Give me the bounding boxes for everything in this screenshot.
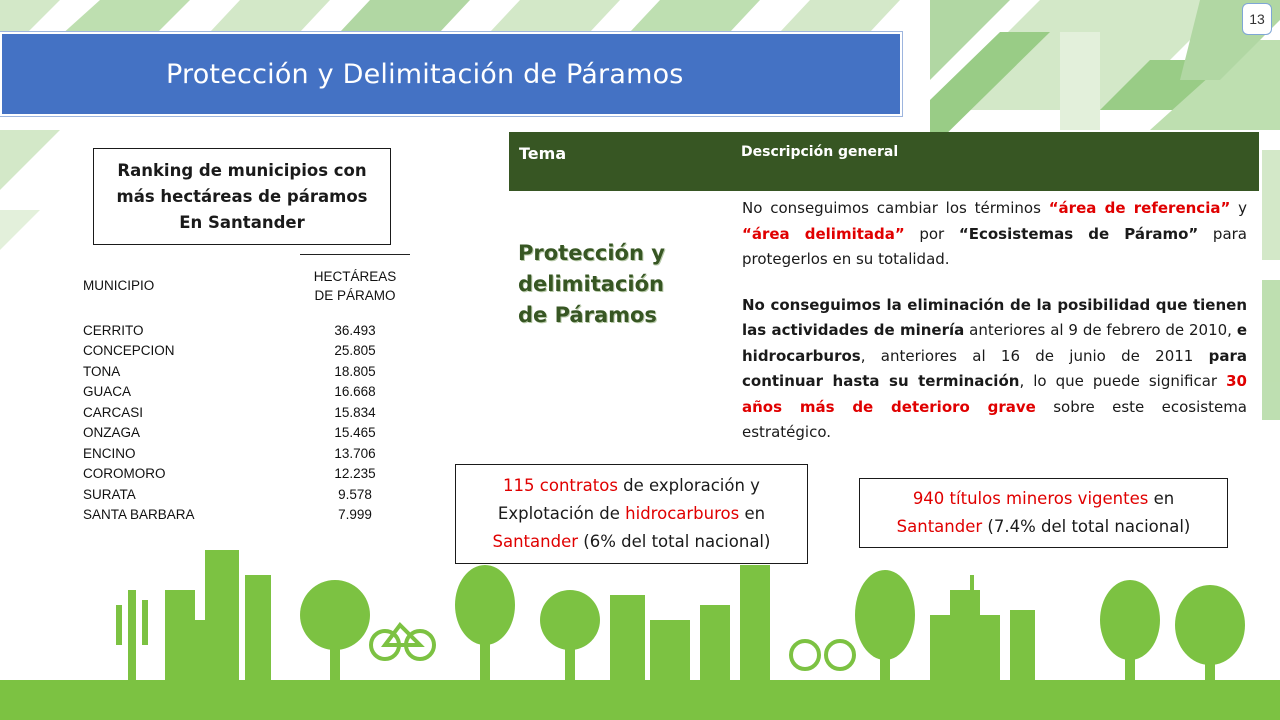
table-row [80, 382, 410, 403]
text-span: en [1148, 489, 1175, 508]
municipality-table-header [80, 254, 410, 316]
hectareas-cell: 25.805 [334, 343, 376, 359]
municipio-cell: CERRITO [83, 322, 144, 338]
hectareas-cell: 7.999 [338, 507, 372, 523]
municipio-cell: CONCEPCION [83, 343, 175, 359]
topic-name [518, 238, 708, 331]
topic-description [742, 196, 1247, 446]
table-row [80, 464, 410, 485]
ranking-title-line: Ranking de municipios con [117, 160, 367, 180]
table-row [80, 341, 410, 362]
highlight-text: 940 títulos mineros vigentes [912, 489, 1149, 508]
ranking-title-box [93, 148, 391, 245]
mining-titles-callout [859, 478, 1228, 548]
title-banner [0, 32, 902, 116]
highlight-text: “área delimitada” [742, 224, 905, 243]
text-span: anteriores al 9 de febrero de 2010, [964, 321, 1237, 339]
hectareas-cell: 15.465 [334, 425, 376, 441]
topic-table-header [509, 132, 1259, 191]
table-row [80, 320, 410, 341]
table-row [80, 505, 410, 526]
hectareas-cell: 15.834 [334, 404, 376, 420]
highlight-text: Santander [492, 532, 579, 551]
text-span: (7.4% del total nacional) [982, 517, 1191, 536]
municipio-cell: SANTA BARBARA [83, 507, 195, 523]
hectareas-cell: 9.578 [338, 486, 372, 502]
highlight-text: Santander [896, 517, 983, 536]
description-paragraph-2 [742, 293, 1247, 446]
topic-name-line: delimitación [518, 272, 664, 296]
ranking-title [97, 158, 387, 236]
bold-text: para continuar hasta su terminación [742, 346, 1247, 390]
text-span: en [739, 504, 766, 523]
hectareas-cell: 36.493 [334, 322, 376, 338]
text-span: Explotación de [497, 504, 626, 523]
ranking-title-line: más hectáreas de páramos [116, 186, 368, 206]
text-span: No conseguimos cambiar los términos [742, 199, 1049, 217]
municipality-table-body [80, 316, 410, 525]
description-paragraph-1 [742, 196, 1247, 273]
hectareas-cell: 18.805 [334, 363, 376, 379]
municipio-cell: ONZAGA [83, 425, 141, 441]
municipio-cell: TONA [83, 363, 121, 379]
hectareas-cell: 13.706 [334, 445, 376, 461]
topic-name-line: de Páramos [518, 303, 657, 327]
table-row [80, 402, 410, 423]
header-hectareas-line: DE PÁRAMO [314, 287, 396, 303]
ranking-title-line: En Santander [179, 212, 305, 232]
text-span: de exploración y [617, 476, 760, 495]
highlight-text: hidrocarburos [625, 504, 740, 523]
municipality-table [80, 254, 410, 525]
header-hectareas-line: HECTÁREAS [313, 268, 397, 284]
table-row [80, 484, 410, 505]
contracts-callout [455, 464, 808, 564]
header-municipio: MUNICIPIO [83, 277, 155, 293]
municipio-cell: SURATA [83, 486, 136, 502]
header-tema: Tema [519, 144, 567, 163]
page-number: 13 [1242, 3, 1272, 35]
municipio-cell: ENCINO [83, 445, 136, 461]
municipio-cell: GUACA [83, 384, 132, 400]
hectareas-cell: 16.668 [334, 384, 376, 400]
text-span: y [1230, 199, 1248, 217]
text-span: , lo que puede significar [1019, 372, 1227, 390]
hectareas-cell: 12.235 [334, 466, 376, 482]
text-span: (6% del total nacional) [578, 532, 771, 551]
header-hectareas [300, 254, 410, 316]
highlight-text: 30 años más de deterioro grave [742, 372, 1247, 416]
municipio-cell: CARCASI [83, 404, 144, 420]
highlight-text: 115 contratos [503, 476, 618, 495]
table-row [80, 423, 410, 444]
table-row [80, 361, 410, 382]
text-span: sobre este ecosistema estratégico. [742, 397, 1248, 441]
bold-text: “Ecosistemas de Páramo” [958, 224, 1199, 243]
header-descripcion: Descripción general [741, 144, 899, 160]
highlight-text: “área de referencia” [1048, 199, 1231, 217]
bold-text: e hidrocarburos [742, 321, 1247, 365]
bold-text: No conseguimos la eliminación de la posibilidad que tienen las actividades de minería [742, 295, 1247, 339]
text-span: por [904, 224, 959, 243]
municipio-cell: COROMORO [83, 466, 166, 482]
text-span: , anteriores al 16 de junio de 2011 [860, 346, 1209, 365]
table-row [80, 443, 410, 464]
text-span: para protegerlos en su totalidad. [742, 224, 1247, 268]
slide-title: Protección y Delimitación de Páramos [166, 58, 684, 90]
topic-name-line: Protección y [518, 241, 665, 265]
